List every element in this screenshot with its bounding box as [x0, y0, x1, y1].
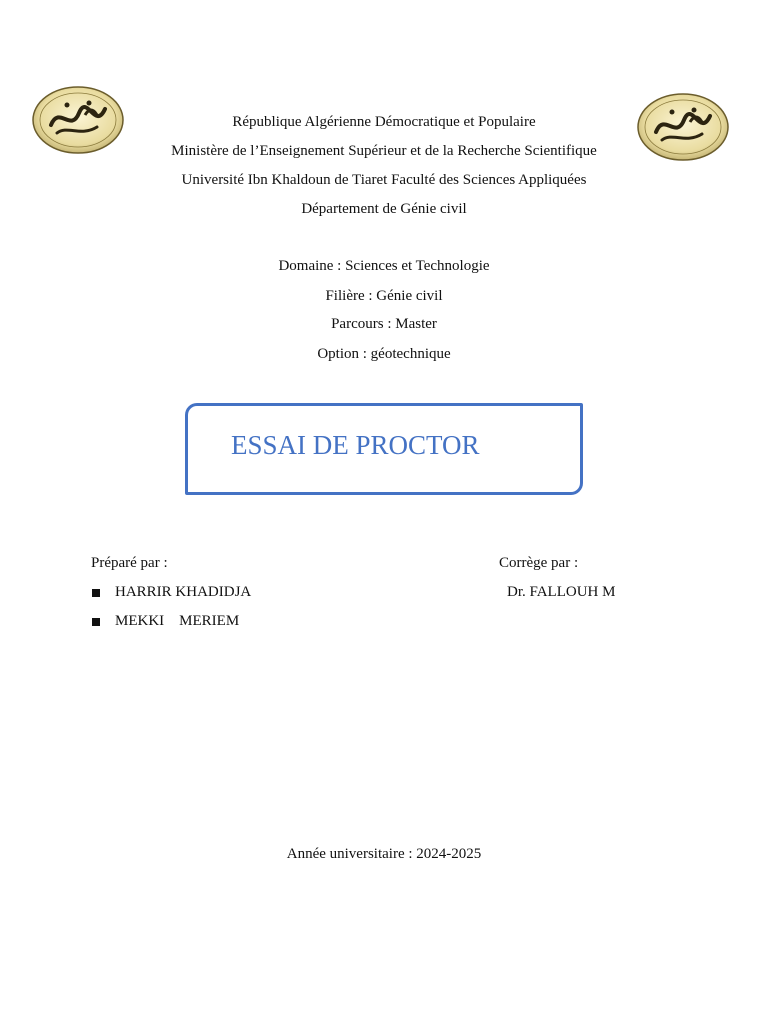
student-name: HARRIR KHADIDJA: [115, 584, 252, 600]
program-filiere: Filière : Génie civil: [325, 288, 443, 304]
header-republic: République Algérienne Démocratique et Populaire: [232, 114, 536, 130]
document-title: ESSAI DE PROCTOR: [231, 430, 480, 460]
header-department: Département de Génie civil: [301, 201, 467, 217]
prepared-by-label: Préparé par :: [91, 555, 168, 571]
program-option: Option : géotechnique: [317, 346, 451, 362]
supervisor-name: Dr. FALLOUH M: [507, 584, 616, 600]
corrected-by-label: Corrège par :: [499, 555, 579, 571]
student-name: MEKKI MERIEM: [115, 613, 240, 629]
program-domaine: Domaine : Sciences et Technologie: [278, 258, 490, 274]
program-parcours: Parcours : Master: [331, 316, 437, 332]
academic-year: Année universitaire : 2024-2025: [286, 846, 482, 862]
bullet-icon: [92, 589, 100, 597]
bullet-icon: [92, 618, 100, 626]
header-university: Université Ibn Khaldoun de Tiaret Faculté des Sciences Appliquées: [181, 172, 587, 188]
header-ministry: Ministère de l’Enseignement Supérieur et de la Recherche Scientifique: [171, 143, 597, 159]
